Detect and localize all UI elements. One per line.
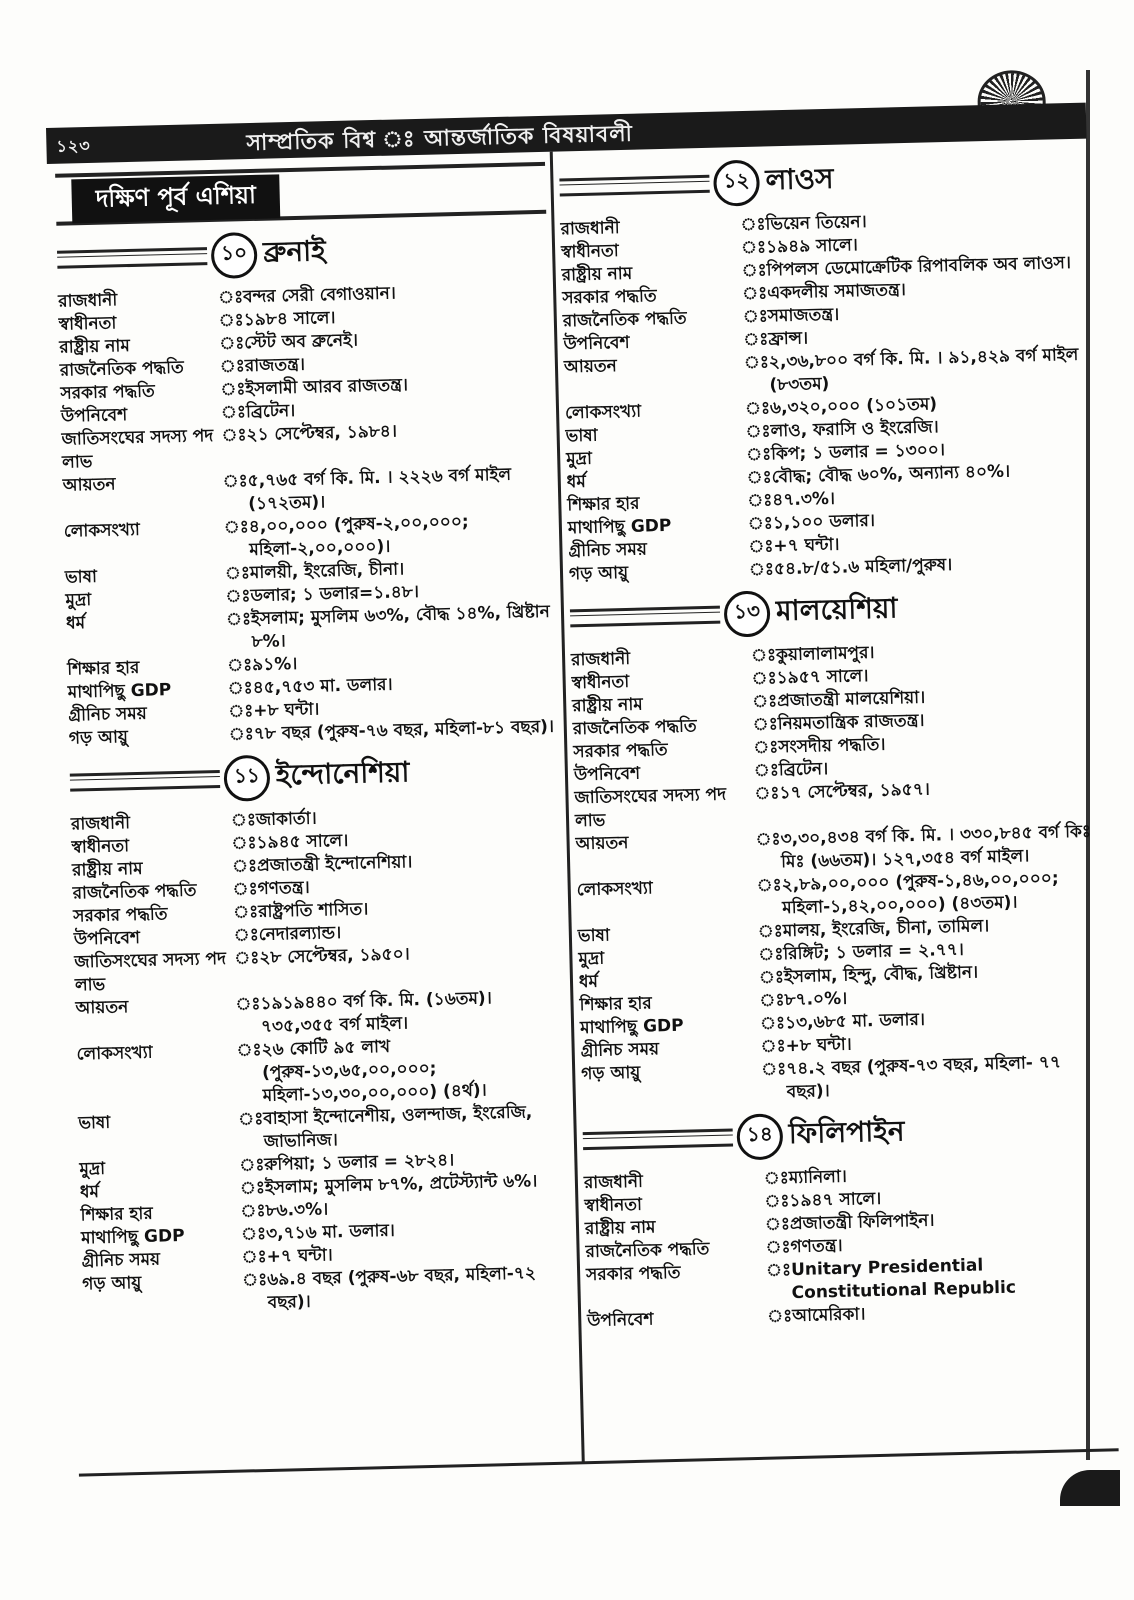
fact-separator: ঃ [754, 783, 780, 804]
fact-value: একদলীয় সমাজতন্ত্র। [766, 280, 907, 304]
fact-separator: ঃ [741, 260, 767, 282]
fact-value: কিপ; ১ ডলার = ১৩০০। [770, 440, 946, 465]
fact-label: গড় আয়ু [68, 727, 129, 749]
fact-label: জাতিসংঘের সদস্য পদ লাভ [74, 948, 227, 996]
fact-value: ১৭ সেপ্টেম্বর, ১৯৫৭। [779, 779, 931, 804]
fact-separator: ঃ [230, 810, 257, 831]
fact-label: উপনিবেশ [60, 405, 128, 427]
fact-value: ৫,৭৬৫ বর্গ কি. মি. । ২২২৬ বর্গ মাইল (১৭২তম)। [247, 464, 512, 515]
fact-value: ৭৪.২ বছর (পুরুষ-৭৩ বছর, মহিলা- ৭৭ বছর)। [785, 1052, 1062, 1103]
fact-separator: ঃ [767, 1306, 793, 1327]
fact-label: রাষ্ট্রীয় নাম [584, 1217, 656, 1240]
fact-value: বন্দর সেরী বেগাওয়ান। [242, 283, 397, 308]
fact-label: রাজনৈতিক পদ্ধতি [72, 880, 197, 904]
fact-separator: ঃ [231, 833, 257, 854]
fact-separator: ঃ [221, 425, 247, 446]
fact-separator: ঃ [241, 1246, 267, 1268]
fact-separator: ঃ [220, 379, 246, 400]
fact-value: প্রজাতন্ত্রী ইন্দোনেশিয়া। [256, 852, 413, 877]
fact-value: মালয়ী, ইংরেজি, চীনা। [249, 559, 405, 584]
fact-value: মালয়, ইংরেজি, চীনা, তামিল। [782, 916, 990, 942]
fact-value: ৩,৭১৬ মা. ডলার। [265, 1220, 396, 1244]
fact-label: ধর্ম [65, 613, 86, 634]
heading-rule [570, 605, 720, 627]
fact-separator: ঃ [764, 1214, 791, 1235]
fact-value: ইসলাম; মুসলিম ৮৭%, প্রটেস্ট্যান্ট ৬%। [264, 1171, 538, 1198]
country-heading [69, 747, 560, 806]
fact-separator: ঃ [217, 287, 244, 308]
fact-label: রাষ্ট্রীয় নাম [71, 858, 143, 881]
fact-separator: ঃ [751, 691, 778, 712]
fact-separator: ঃ [757, 921, 784, 942]
fact-separator: ঃ [765, 1237, 791, 1258]
fact-separator: ঃ [759, 990, 785, 1011]
fact-separator: ঃ [234, 948, 260, 969]
fact-row [76, 1032, 568, 1113]
fact-value: ম্যানিলা। [788, 1166, 848, 1189]
fact-separator: ঃ [742, 306, 769, 328]
country-number-badge: ১২ [713, 159, 760, 206]
fact-label: ভাষা [577, 925, 611, 947]
country-name: লাওস [765, 161, 834, 197]
fact-value: ৩,৩০,৪৩৪ বর্গ কি. মি. । ৩৩০,৮৪৫ বর্গ কিঃ মিঃ (৬৬তম)। ১২৭,৩৫৪ বর্গ মাইল। [780, 821, 1092, 873]
fact-separator: ঃ [228, 724, 255, 745]
fact-separator: ঃ [238, 1108, 264, 1130]
fact-value: ইসলামী আরব রাজতন্ত্র। [245, 375, 409, 400]
fact-value: ৪৭.৩%। [772, 488, 836, 511]
fact-value: ১৩,৬৮৫ মা. ডলার। [784, 1009, 926, 1034]
fact-separator: ঃ [219, 356, 246, 377]
fact-label: ধর্ম [566, 471, 587, 493]
fact-value: পিপলস ডেমোক্রেটিক রিপাবলিক অব লাওস। [766, 253, 1072, 281]
fact-separator: ঃ [223, 517, 250, 538]
fact-label: আয়তন [563, 356, 617, 378]
fact-label: স্বাধীনতা [560, 241, 619, 263]
fact-separator: ঃ [222, 471, 248, 492]
fact-separator: ঃ [743, 329, 769, 351]
fact-value: রাষ্ট্রপতি শাসিত। [257, 899, 369, 923]
fact-label: রাজধানী [583, 1171, 644, 1194]
fact-separator: ঃ [240, 1200, 266, 1222]
fact-value: ১,১০০ ডলার। [772, 510, 876, 534]
fact-value: ব্রিটেন। [245, 400, 296, 423]
fact-value: রুপিয়া; ১ ডলার = ২৮২৪। [264, 1150, 455, 1175]
fact-label: রাজনৈতিক পদ্ধতি [572, 716, 697, 740]
fact-value: রাজতন্ত্র। [244, 354, 306, 377]
fact-value: ১৯১৯৪৪০ বর্গ কি. মি. (১৬তম)। ৭৩৫,৩৫৫ বর্গ মাইল। [260, 988, 493, 1038]
fact-label: রাজনৈতিক পদ্ধতি [562, 308, 687, 332]
country-section-malaysia [570, 582, 1102, 1110]
fact-separator: ঃ [232, 902, 259, 923]
fact-value: নেদারল্যান্ড। [258, 923, 342, 946]
fact-separator: ঃ [752, 714, 779, 735]
fact-label: মুদ্রা [65, 590, 92, 611]
fact-separator: ঃ [740, 214, 766, 236]
fact-separator: ঃ [748, 559, 775, 580]
fact-separator: ঃ [742, 283, 768, 305]
country-section-laos [559, 151, 1089, 587]
fact-separator: ঃ [231, 856, 258, 877]
country-heading [559, 151, 1080, 211]
fact-label: সরকার পদ্ধতি [60, 381, 156, 404]
fact-value: ২,৩৬,৮০০ বর্গ কি. মি. । ৯১,৪২৯ বর্গ মাইল (৮৩তম) [768, 344, 1079, 396]
fact-separator: ঃ [224, 563, 251, 584]
fact-label: ধর্ম [578, 971, 599, 993]
fact-separator: ঃ [747, 490, 773, 511]
fact-value: ৭৮ বছর (পুরুষ-৭৬ বছর, মহিলা-৮১ বছর)। [253, 716, 555, 745]
fact-value: সমাজতন্ত্র। [767, 304, 840, 327]
region-title: দক্ষিণ পূর্ব এশিয়া [71, 174, 280, 223]
fact-value: ২,৮৯,০০,০০০ (পুরুষ-১,৪৬,০০,০০০; মহিলা-১,৪২,০০,০০০) (৪৩তম)। [781, 868, 1059, 919]
fact-label: রাজধানী [58, 290, 118, 312]
country-number-badge: ১৪ [736, 1113, 783, 1160]
bottom-rule [79, 1448, 1119, 1476]
heading-rule [583, 1128, 733, 1150]
fact-label: আয়তন [575, 832, 629, 855]
fact-separator: ঃ [219, 333, 245, 354]
fact-label: গড় আয়ু [82, 1273, 142, 1295]
fact-separator: ঃ [758, 967, 785, 988]
fact-separator: ঃ [227, 678, 253, 699]
fact-label: গ্রীনিচ সময় [81, 1249, 161, 1272]
fact-label: জাতিসংঘের সদস্য পদ লাভ [574, 784, 727, 832]
fact-separator: ঃ [233, 925, 260, 946]
page-title: সাম্প্রতিক বিশ্ব ঃ আন্তর্জাতিক বিষয়াবলী [246, 121, 634, 157]
fact-label: উপনিবেশ [587, 1309, 654, 1332]
fact-value: রিঙ্গিট; ১ ডলার = ২.৭৭। [783, 939, 965, 965]
fact-separator: ঃ [745, 444, 772, 465]
fact-value: প্রজাতন্ত্রী ফিলিপাইন। [789, 1210, 935, 1235]
fact-label: উপনিবেশ [573, 763, 641, 786]
fact-label: মাথাপিছু GDP [579, 1015, 684, 1039]
fact-separator: ঃ [225, 586, 251, 607]
fact-value: +৭ ঘন্টা। [266, 1245, 333, 1267]
fact-label: সরকার পদ্ধতি [73, 904, 168, 927]
fact-separator: ঃ [240, 1223, 267, 1245]
right-column [559, 143, 1108, 1333]
region-banner [55, 162, 546, 226]
fact-value: ২১ সেপ্টেম্বর, ১৯৮৪। [246, 421, 398, 446]
fact-value: ১৯৪৯ সালে। [765, 235, 859, 258]
fact-separator: ঃ [241, 1269, 268, 1291]
fact-value: জাকার্তা। [255, 808, 317, 831]
fact-value: প্রজাতন্ত্রী মালয়েশিয়া। [776, 687, 926, 712]
fact-value: ৬৯.৪ বছর (পুরুষ-৬৮ বছর, মহিলা-৭২ বছর)। [266, 1263, 537, 1313]
fact-value: ৬,৩২০,০০০ (১০১তম) [769, 394, 938, 419]
fact-separator: ঃ [226, 655, 253, 676]
fact-value: নিয়মতান্ত্রিক রাজতন্ত্র। [777, 710, 925, 735]
fact-label: সরকার পদ্ধতি [562, 286, 657, 309]
fact-label: গ্রীনিচ সময় [580, 1039, 660, 1062]
country-section-indonesia [69, 747, 573, 1320]
country-heading [57, 224, 548, 283]
fact-label: লোকসংখ্যা [76, 1042, 153, 1065]
country-section-brunei [57, 224, 559, 751]
fact-separator: ঃ [743, 352, 770, 374]
fact-separator: ঃ [740, 237, 767, 259]
fact-separator: ঃ [239, 1154, 265, 1176]
fact-label: মাথাপিছু GDP [67, 680, 172, 703]
fact-label: রাষ্ট্রীয় নাম [561, 263, 633, 286]
fact-value: বৌদ্ধ; বৌদ্ধ ৬০%, অন্যান্য ৪০%। [771, 461, 1011, 488]
fact-value: ভিয়েন তিয়েন। [765, 211, 867, 235]
country-section-philippines [582, 1104, 1107, 1333]
fact-value: বাহাসা ইন্দোনেশীয়, ওলন্দাজ, ইংরেজি, জাভানিজ। [263, 1102, 533, 1152]
fact-label: রাজধানী [560, 218, 620, 240]
fact-label: মাথাপিছু GDP [80, 1225, 185, 1249]
fact-label: শিক্ষার হার [579, 993, 652, 1016]
country-name: ফিলিপাইন [788, 1114, 905, 1151]
fact-label: স্বাধীনতা [71, 836, 130, 858]
fact-label: গ্রীনিচ সময় [568, 539, 648, 562]
fact-value: লাও, ফরাসি ও ইংরেজি। [770, 417, 939, 442]
fact-value: সংসদীয় পদ্ধতি। [778, 734, 886, 758]
fact-separator: ঃ [755, 829, 781, 850]
fact-value: ১৯৪৭ সালে। [789, 1188, 882, 1212]
fact-value: ৪,০০,০০০ (পুরুষ-২,০০,০০০; মহিলা-২,০০,০০০)। [248, 511, 469, 561]
fact-separator: ঃ [236, 1040, 262, 1061]
fact-separator: ঃ [765, 1260, 792, 1281]
fact-label: স্বাধীনতা [571, 671, 630, 694]
fact-value: ৫৪.৮/৫১.৬ মহিলা/পুরুষ। [773, 554, 953, 580]
country-number-badge: ১৩ [724, 590, 771, 637]
fact-value: ৮৬.৩%। [265, 1199, 329, 1221]
fact-value: +৭ ঘন্টা। [773, 534, 840, 557]
fact-separator: ঃ [218, 310, 244, 331]
fact-separator: ঃ [751, 668, 777, 689]
fact-label: রাজনৈতিক পদ্ধতি [59, 357, 184, 381]
fact-label: রাষ্ট্রীয় নাম [572, 694, 643, 717]
fact-label: শিক্ষার হার [66, 657, 140, 680]
fact-label: গড় আয়ু [581, 1062, 641, 1085]
country-heading [570, 582, 1091, 642]
fact-value: +৮ ঘন্টা। [253, 699, 320, 722]
fact-label: মুদ্রা [578, 948, 605, 970]
fact-label: ভাষা [78, 1112, 111, 1134]
fact-value: ২৮ সেপ্টেম্বর, ১৯৫০। [259, 944, 410, 969]
fact-value: ২৬ কোটি ৯৫ লাখ (পুরুষ-১৩,৬৫,০০,০০০; মহিলা-১৩,৩০,০০,০০০) (৪র্থ)। [261, 1036, 487, 1106]
fact-label: ধর্ম [79, 1182, 100, 1203]
page-number: ১২৩ [56, 135, 91, 156]
country-name: মালয়েশিয়া [775, 591, 898, 628]
fact-label: গ্রীনিচ সময় [68, 703, 147, 726]
fact-separator: ঃ [744, 398, 771, 420]
fact-separator: ঃ [239, 1177, 266, 1199]
fact-value: ৯১%। [251, 654, 298, 676]
fact-separator: ঃ [759, 1013, 786, 1034]
fact-separator: ঃ [225, 609, 252, 630]
fact-value: ৪৫,৭৫৩ মা. ডলার। [252, 674, 393, 699]
fact-value: ১৯৪৫ সালে। [256, 830, 349, 854]
fact-label: লোকসংখ্যা [564, 401, 642, 424]
fact-label: শিক্ষার হার [80, 1203, 153, 1226]
heading-rule [57, 247, 207, 269]
fact-label: মুদ্রা [566, 448, 593, 470]
fact-separator: ঃ [750, 645, 777, 666]
heading-rule [70, 769, 220, 791]
fact-label: উপনিবেশ [73, 927, 141, 950]
country-number-badge: ১০ [211, 231, 258, 278]
country-name: ব্রুনাই [262, 234, 327, 269]
fact-separator: ঃ [753, 760, 780, 781]
fact-label: গড় আয়ু [568, 562, 629, 585]
fact-separator: ঃ [753, 737, 779, 758]
book-page [46, 103, 1119, 1476]
fact-label: সরকার পদ্ধতি [585, 1262, 681, 1286]
fact-separator: ঃ [756, 875, 782, 896]
fact-label: ভাষা [565, 425, 598, 447]
fact-label: স্বাধীনতা [58, 313, 117, 335]
fact-label: শিক্ষার হার [567, 493, 640, 516]
fact-label: লোকসংখ্যা [63, 519, 141, 542]
left-column [55, 156, 573, 1320]
fact-separator: ঃ [764, 1191, 790, 1212]
fact-value: ইসলাম, হিন্দু, বৌদ্ধ, খ্রিষ্টান। [783, 962, 979, 988]
fact-value: ব্রিটেন। [778, 759, 829, 781]
fact-value: +৮ ঘন্টা। [785, 1034, 852, 1057]
fact-separator: ঃ [220, 402, 247, 423]
fact-separator: ঃ [746, 467, 772, 488]
fact-value: গণতন্ত্র। [257, 877, 310, 900]
fact-label: স্বাধীনতা [584, 1194, 643, 1217]
fact-value: ৮৭.০%। [784, 988, 848, 1011]
fact-value: ডলার; ১ ডলার=১.৪৮। [250, 582, 420, 607]
fact-value: ১৯৮৪ সালে। [243, 307, 336, 331]
fact-value: Unitary Presidential Constitutional Republic [790, 1255, 1017, 1304]
fact-value: কুয়ালালামপুর। [775, 642, 875, 666]
fact-separator: ঃ [760, 1036, 786, 1057]
fact-label: রাজধানী [70, 813, 131, 835]
fact-label: সরকার পদ্ধতি [573, 739, 668, 763]
country-number-badge: ১১ [223, 754, 270, 801]
fact-separator: ঃ [745, 421, 771, 442]
fact-label: মাথাপিছু GDP [567, 515, 672, 539]
fact-separator: ঃ [748, 536, 774, 557]
country-heading [582, 1104, 1103, 1164]
fact-label: জাতিসংঘের সদস্য পদ লাভ [61, 426, 214, 473]
fact-label: ভাষা [64, 566, 98, 588]
fact-separator: ঃ [232, 879, 258, 900]
fact-value: ফ্রান্স। [768, 328, 809, 350]
fact-label: আয়তন [75, 997, 129, 1019]
fact-label: রাষ্ট্রীয় নাম [59, 336, 131, 358]
fact-label: মুদ্রা [79, 1158, 106, 1180]
fact-label: উপনিবেশ [563, 332, 630, 355]
fact-separator: ঃ [235, 994, 261, 1015]
fact-label: আয়তন [62, 474, 116, 496]
fact-label: রাজনৈতিক পদ্ধতি [585, 1239, 710, 1263]
fact-value: স্টেট অব ব্রুনেই। [244, 330, 359, 354]
fact-label: রাজধানী [570, 648, 631, 671]
fact-separator: ঃ [760, 1059, 787, 1080]
fact-value: আমেরিকা। [791, 1304, 866, 1327]
page-corner [1060, 1470, 1120, 1506]
country-name: ইন্দোনেশিয়া [275, 755, 410, 792]
fact-separator: ঃ [763, 1168, 790, 1189]
fact-value: ১৯৫৭ সালে। [776, 666, 869, 689]
fact-separator: ঃ [228, 701, 254, 722]
fact-value: গণতন্ত্র। [790, 1235, 843, 1258]
fact-value: ইসলাম; মুসলিম ৬৩%, বৌদ্ধ ১৪%, খ্রিষ্টান ৮%। [250, 601, 550, 653]
heading-rule [559, 174, 709, 196]
fact-label: লোকসংখ্যা [576, 878, 653, 901]
fact-separator: ঃ [758, 944, 784, 965]
fact-separator: ঃ [747, 513, 774, 534]
